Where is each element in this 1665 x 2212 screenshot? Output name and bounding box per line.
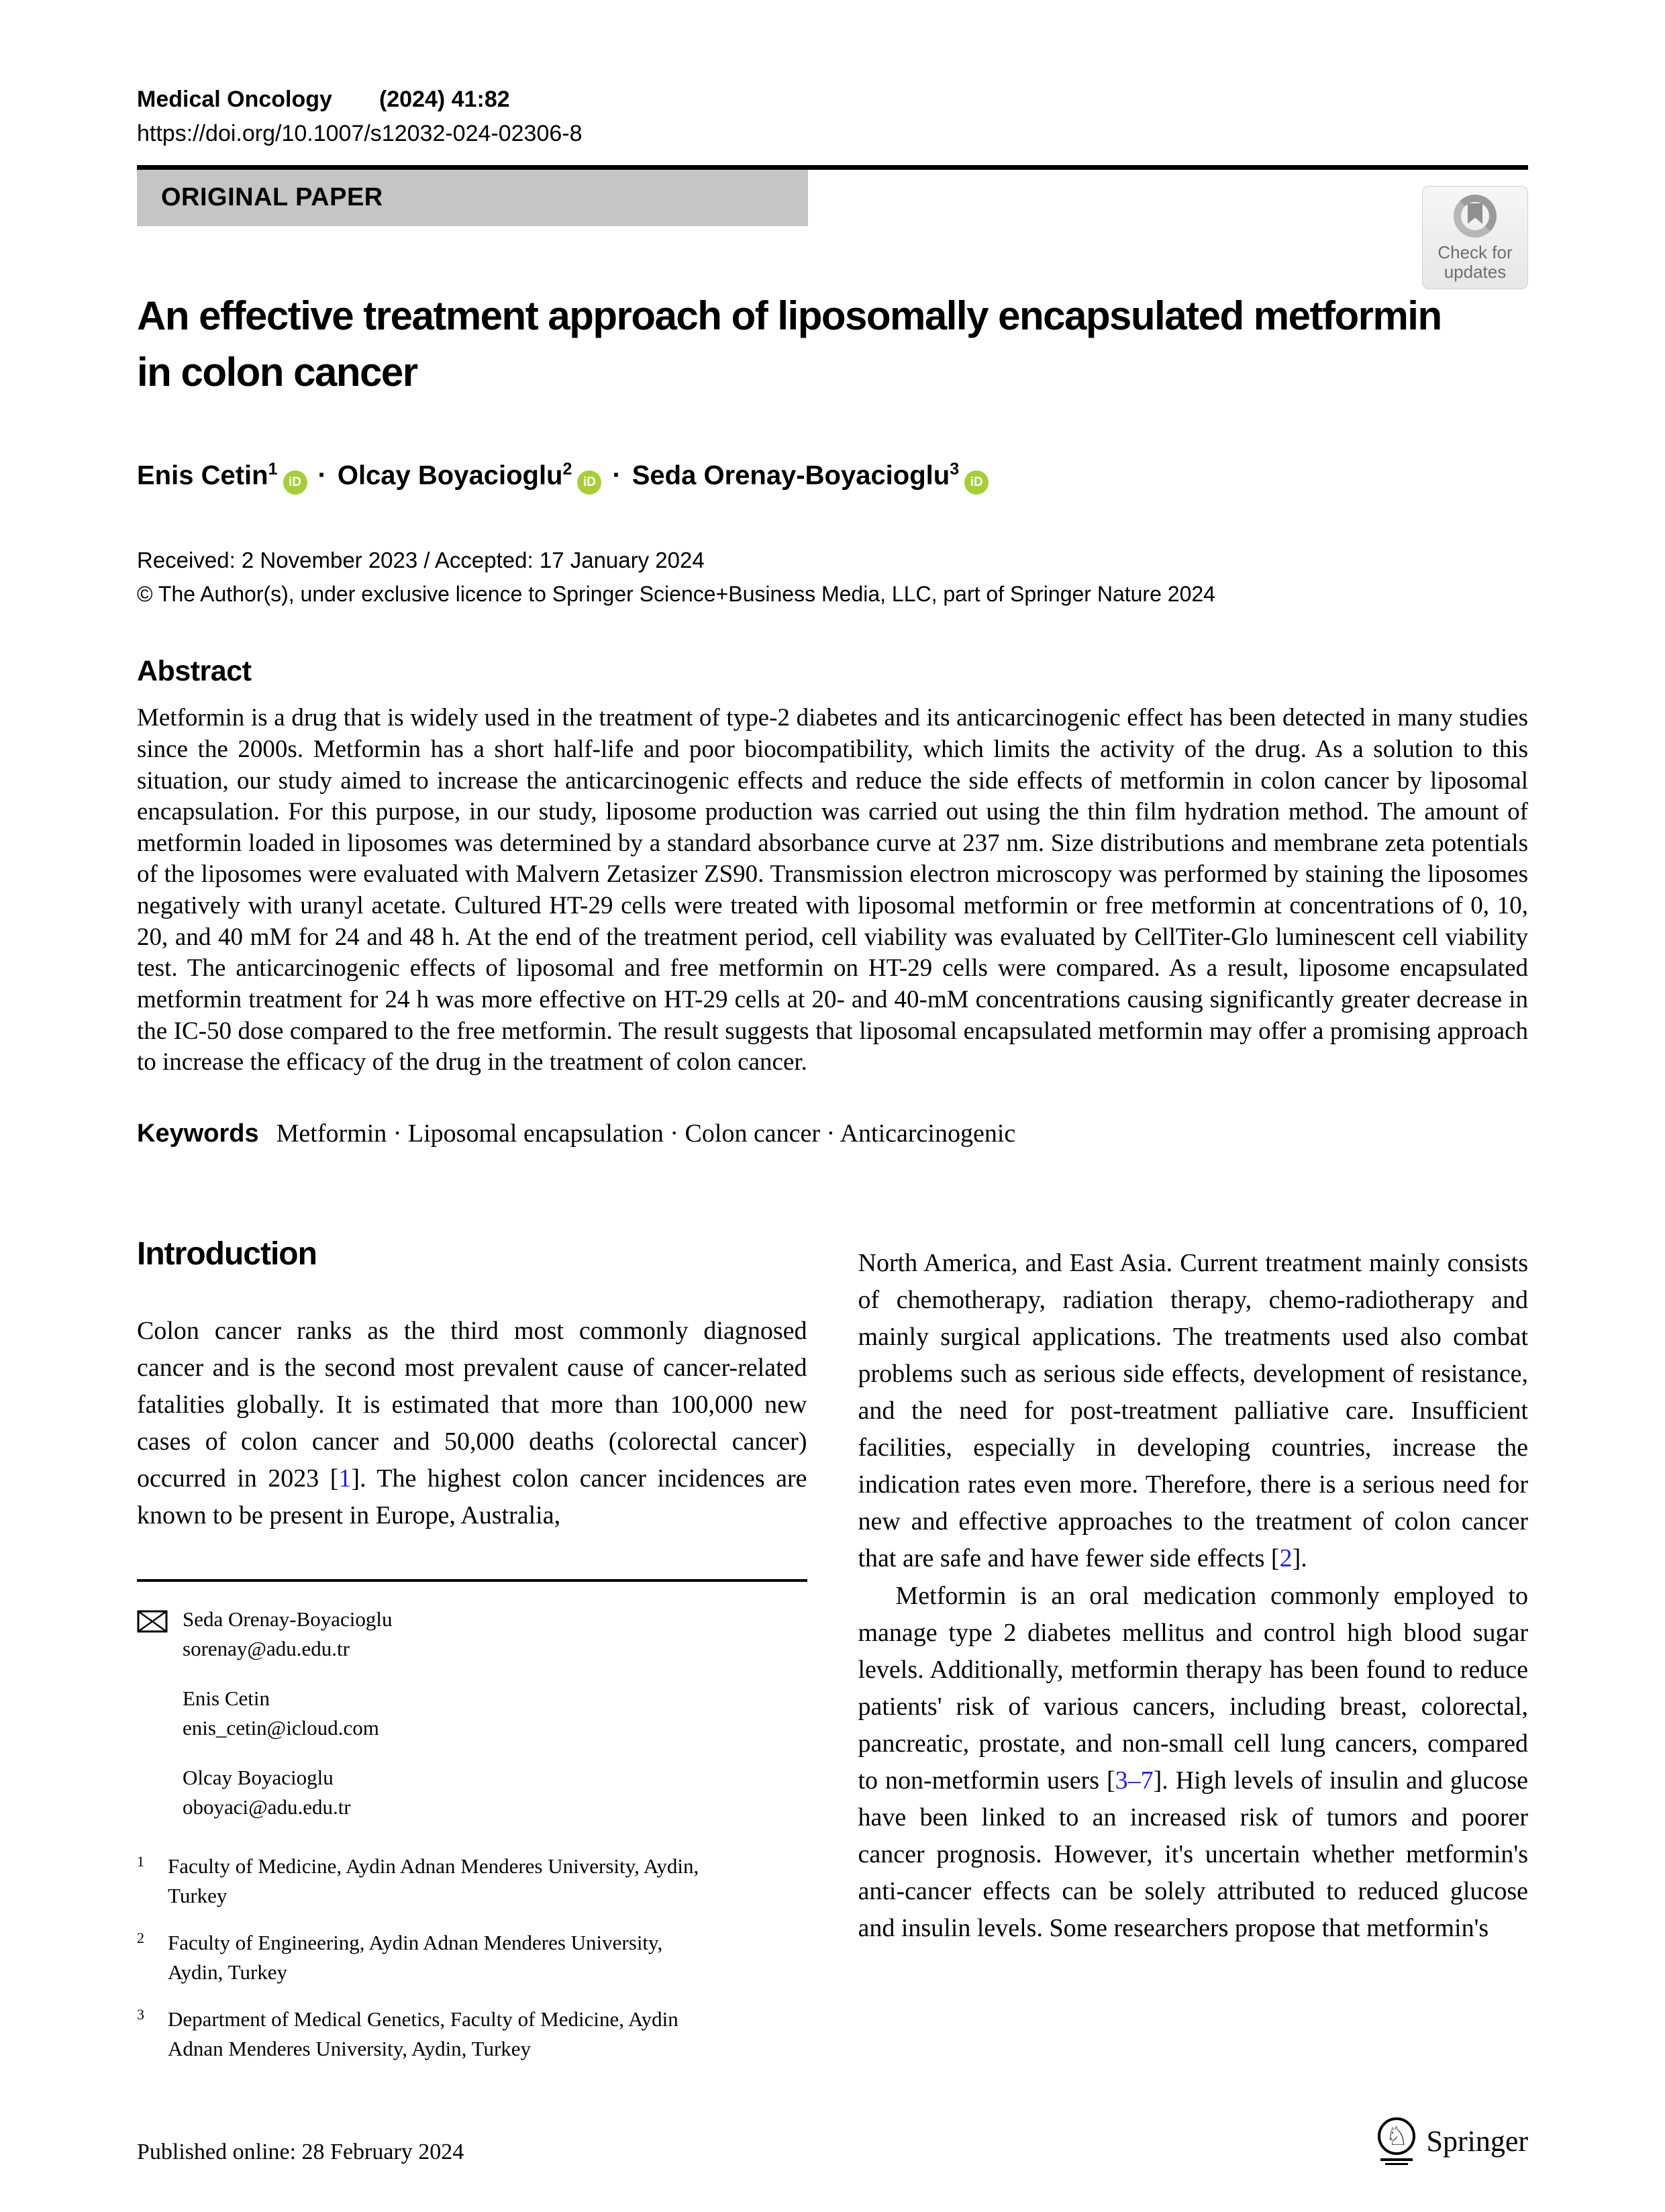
correspondence-name: Seda Orenay-Boyacioglu [183,1607,393,1631]
orcid-icon[interactable]: iD [283,470,307,495]
orcid-icon[interactable]: iD [577,470,601,495]
abstract-heading: Abstract [137,655,252,688]
author-affiliation-sup: 1 [268,459,278,479]
affiliation-number: 2 [137,1929,144,1946]
right-column [858,1236,1529,2081]
envelope-icon [137,1610,168,1664]
footnote-rule [137,1579,807,1582]
intro-paragraph-3 [858,1578,1529,1948]
contact-entry [137,1684,807,1743]
left-column [137,1236,807,2081]
citation-ref-2[interactable]: 2 [1279,1544,1293,1573]
contact-entry [137,1763,807,1822]
affiliation-number: 1 [137,1852,144,1870]
journal-name: Medical Oncology [137,87,332,112]
footnote-block [137,1579,807,2081]
correspondence-entry [137,1605,807,1664]
contact-name: Olcay Boyacioglu [183,1765,334,1789]
check-updates-label: Check for updates [1437,242,1513,282]
intro-text: Metformin is an oral medication commonly employed to manage type 2 diabetes mellitus and control high blood sugar levels. Additionally, metformin therapy has been found to reduce patients' risk of various cancers, including breast, colorectal, pancreatic, prostate, and non-small cell lung cancers, compared to non-metformin users [ [858,1581,1528,1795]
contact-email[interactable]: enis_cetin@icloud.com [183,1715,379,1740]
journal-volume-issue: (2024) 41:82 [379,87,510,112]
author-line [137,460,1528,493]
springer-knight-icon: ♘ [1378,2117,1415,2165]
keywords-label: Keywords [137,1119,259,1148]
paper-title: An effective treatment approach of liposomally encapsulated metformin in colon cancer [137,293,1442,395]
contact-email[interactable]: oboyaci@adu.edu.tr [183,1795,351,1819]
article-type-label: ORIGINAL PAPER [161,183,383,212]
check-updates-badge[interactable] [1422,186,1528,289]
crossmark-ring-icon [1454,195,1497,238]
author-name: Seda Orenay-Boyacioglu [632,460,950,490]
citation-ref-1[interactable]: 1 [338,1464,352,1493]
intro-text: North America, and East Asia. Current treatment mainly consists of chemotherapy, radiation therapy, chemo-radiotherapy and mainly surgical applications. The treatments used also combat problems such as serious side effects, development of resistance, and the need for post-treatment palliative care. Insufficient facilities, especially in developing countries, increase the indication rates even more. Therefore, there is a serious need for new and effective approaches to the treatment of colon cancer that are safe and have fewer side effects [ [858,1248,1528,1573]
citation-ref-3-7[interactable]: 3–7 [1115,1766,1154,1795]
correspondence-email[interactable]: sorenay@adu.edu.tr [183,1636,350,1660]
copyright-line: © The Author(s), under exclusive licence to Springer Science+Business Media, LLC, part of Springer Nature 2024 [137,581,1215,606]
page-footer [137,2117,1528,2165]
affiliation-entry [137,2005,807,2064]
intro-text: ]. High levels of insulin and glucose have been linked to an increased risk of tumors and poorer cancer prognosis. However, it's uncertain whether metformin's anti-cancer effects can be solely attributed to reduced glucose and insulin levels. Some researchers propose that metformin's [858,1766,1528,1943]
article-meta [137,546,1528,608]
author-name: Olcay Boyacioglu [337,460,563,490]
keywords-list: Metformin · Liposomal encapsulation · Colon cancer · Anticarcinogenic [276,1119,1016,1148]
header-rule-row [137,165,1528,282]
article-type-band [137,170,808,226]
keywords-row [137,1119,1528,1148]
author-separator: · [612,460,621,490]
affiliation-text: Faculty of Engineering, Aydin Adnan Menderes University, Aydin, Turkey [168,1930,663,1984]
affiliation-entry [137,1852,807,1911]
springer-wordmark: Springer [1426,2125,1528,2158]
contact-text [183,1763,351,1822]
journal-header-line [137,86,1528,113]
affiliation-text: Faculty of Medicine, Aydin Adnan Menderes University, Aydin, Turkey [168,1854,699,1907]
author-separator: · [317,460,327,490]
doi-link[interactable]: https://doi.org/10.1007/s12032-024-02306-8 [137,120,583,146]
introduction-heading: Introduction [137,1236,317,1272]
correspondence-text [183,1605,392,1664]
body-columns [137,1236,1528,2081]
contact-name: Enis Cetin [183,1686,270,1710]
springer-logo [1378,2117,1528,2165]
author-affiliation-sup: 2 [562,459,572,479]
intro-paragraph-2 [858,1245,1529,1578]
affiliation-entry [137,1928,807,1987]
affiliation-number: 3 [137,2005,144,2023]
published-online-line: Published online: 28 February 2024 [137,2140,464,2164]
intro-text: ]. The highest colon cancer incidences are known to be present in Europe, Australia, [137,1464,807,1530]
author-affiliation-sup: 3 [950,459,960,479]
abstract-text: Metformin is a drug that is widely used in the treatment of type-2 diabetes and its anticarcinogenic effect has been detected in many studies since the 2000s. Metformin has a short half-life and poor biocompatibility, which limits the activity of the drug. As a solution to this situation, our study aimed to increase the anticarcinogenic effects and reduce the side effects of metformin in colon cancer by liposomal encapsulation. For this purpose, in our study, liposome production was carried out using the thin film hydration method. The amount of metformin loaded in liposomes was determined by a standard absorbance curve at 237 nm. Size distributions and membrane zeta potentials of the liposomes were evaluated with Malvern Zetasizer ZS90. Transmission electron microscopy was performed by staining the liposomes negatively with uranyl acetate. Cultured HT-29 cells were treated with liposomal metformin or free metformin at concentrations of 0, 10, 20, and 40 mM for 24 and 48 h. At the end of the treatment period, cell viability was evaluated by CellTiter-Glo luminescent cell viability test. The anticarcinogenic effects of liposomal and free metformin on HT-29 cells were compared. As a result, liposome encapsulated metformin treatment for 24 h was more effective on HT-29 cells at 20- and 40-mM concentrations causing significantly greater decrease in the IC-50 dose compared to the free metformin. The result suggests that liposomal encapsulated metformin may offer a promising approach to increase the efficacy of the drug in the treatment of colon cancer. [137,704,1528,1076]
intro-text: Colon cancer ranks as the third most commonly diagnosed cancer and is the second most prevalent cause of cancer-related fatalities globally. It is estimated that more than 100,000 new cases of colon cancer and 50,000 deaths (colorectal cancer) occurred in 2023 [ [137,1316,807,1493]
affiliation-text: Department of Medical Genetics, Faculty of Medicine, Aydin Adnan Menderes University, Aydin, Turkey [168,2007,678,2060]
intro-text: ]. [1292,1544,1307,1573]
orcid-icon[interactable]: iD [964,470,989,495]
contact-text [183,1684,379,1743]
author-name: Enis Cetin [137,460,268,490]
bookmark-ribbon-icon [1468,203,1482,224]
journal-header [137,86,1528,148]
intro-paragraph-1 [137,1313,807,1535]
received-accepted-line: Received: 2 November 2023 / Accepted: 17 January 2024 [137,547,705,572]
